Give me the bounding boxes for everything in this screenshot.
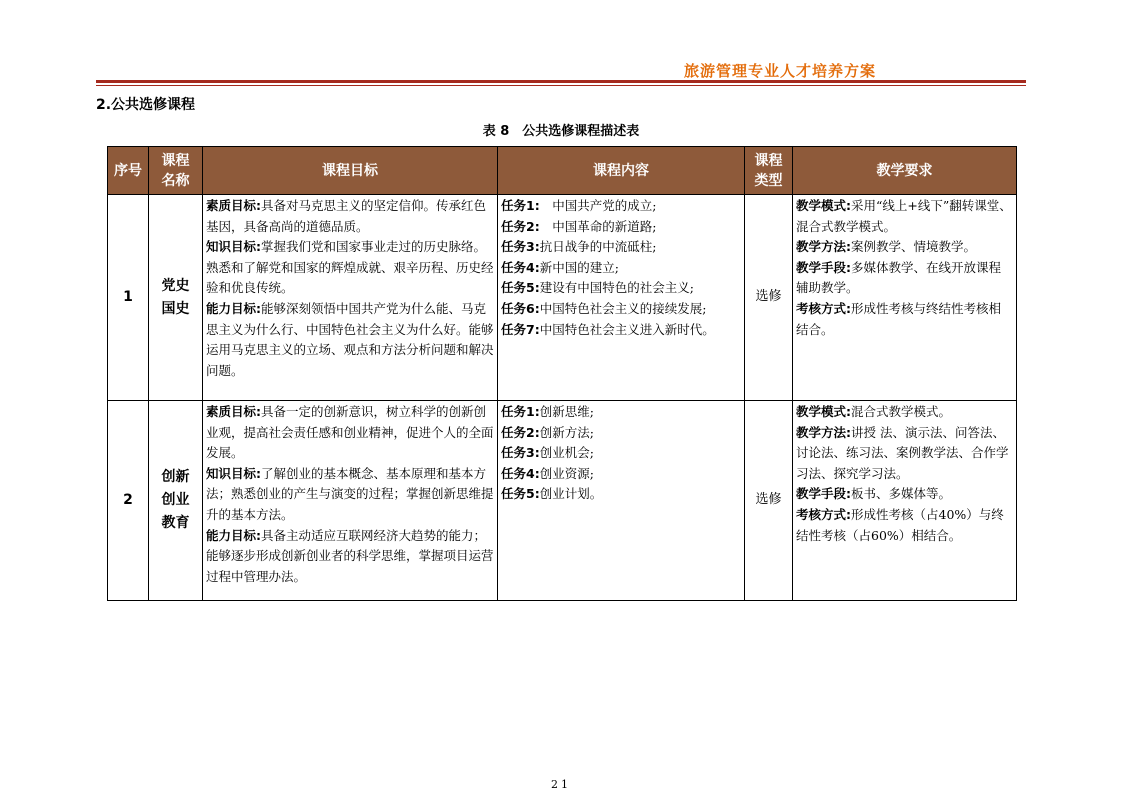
course-type: 选修 bbox=[745, 401, 793, 601]
task-item-label: 任务5: bbox=[501, 280, 540, 296]
task-item-label: 任务2: bbox=[501, 218, 540, 234]
goal-item-label: 能力目标: bbox=[206, 300, 261, 316]
task-item bbox=[501, 278, 741, 299]
requirement-item bbox=[796, 423, 1013, 485]
task-item-label: 任务4: bbox=[501, 259, 540, 275]
task-item-label: 任务4: bbox=[501, 465, 540, 481]
requirement-item-label: 教学手段: bbox=[796, 486, 851, 502]
task-item-text: 创新思维; bbox=[539, 404, 594, 419]
task-item bbox=[501, 217, 741, 238]
goal-item-text: 了解创业的基本概念、基本原理和基本方法；熟悉创业的产生与演变的过程；掌握创新思维提升的基本方法。 bbox=[206, 465, 494, 522]
header-rule-thin bbox=[96, 85, 1026, 86]
goal-item-label: 知识目标: bbox=[206, 465, 261, 481]
goal-item bbox=[206, 526, 494, 588]
requirement-item-text: 形成性考核与终结性考核相结合。 bbox=[796, 300, 1002, 337]
task-item-label: 任务1: bbox=[501, 198, 540, 213]
course-name bbox=[149, 195, 203, 401]
requirement-item-text: 案例教学、情境教学。 bbox=[851, 239, 977, 255]
course-table bbox=[107, 146, 1017, 601]
goal-item-label: 素质目标: bbox=[206, 198, 261, 213]
table-body bbox=[108, 195, 1017, 601]
col-name-header-text: 课程名称 bbox=[161, 152, 190, 189]
task-item-text: 中国革命的新道路; bbox=[539, 218, 657, 234]
task-item bbox=[501, 299, 741, 320]
task-item-text: 抗日战争的中流砥柱; bbox=[539, 239, 657, 255]
requirement-item-text: 讲授 法、演示法、问答法、讨论法、练习法、案例教学法、合作学习法、探究学习法。 bbox=[796, 424, 1009, 481]
requirement-item bbox=[796, 237, 1013, 258]
goal-item-text: 具备对马克思主义的坚定信仰。传承红色基因，具备高尚的道德品质。 bbox=[206, 198, 487, 234]
goal-item-text: 掌握我们党和国家事业走过的历史脉络。熟悉和了解党和国家的辉煌成就、艰辛历程、历史经验和优良传统。 bbox=[206, 239, 494, 296]
course-name bbox=[149, 401, 203, 601]
task-item-text: 中国特色社会主义的接续发展; bbox=[539, 300, 707, 316]
task-item-text: 新中国的建立; bbox=[539, 259, 619, 275]
goal-item-label: 素质目标: bbox=[206, 404, 261, 419]
goal-item bbox=[206, 464, 494, 526]
row-index: 2 bbox=[108, 401, 149, 601]
requirement-item-text: 混合式教学模式。 bbox=[851, 404, 952, 419]
requirement-item-text: 板书、多媒体等。 bbox=[851, 486, 952, 502]
col-goals-header: 课程目标 bbox=[203, 147, 498, 195]
col-index-header: 序号 bbox=[108, 147, 149, 195]
course-name-text: 党史国史 bbox=[161, 277, 190, 317]
task-item-label: 任务3: bbox=[501, 239, 540, 255]
task-item bbox=[501, 443, 741, 464]
col-content-header: 课程内容 bbox=[498, 147, 745, 195]
requirement-item-text: 形成性考核（占40%）与终结性考核（占60%）相结合。 bbox=[796, 506, 1004, 543]
task-item bbox=[501, 196, 741, 217]
requirement-item bbox=[796, 484, 1013, 505]
col-type-header-text: 课程类型 bbox=[754, 152, 783, 189]
requirement-item-label: 考核方式: bbox=[796, 506, 851, 522]
requirement-item bbox=[796, 196, 1013, 237]
goal-item-text: 能够深刻领悟中国共产党为什么能、马克思主义为什么行、中国特色社会主义为什么好。能够运用马克思主义的立场、观点和方法分析问题和解决问题。 bbox=[206, 300, 494, 378]
task-item bbox=[501, 258, 741, 279]
requirement-item-label: 教学方法: bbox=[796, 424, 851, 440]
requirement-item-text: 多媒体教学、在线开放课程辅助教学。 bbox=[796, 259, 1002, 296]
course-name-text: 创新创业教育 bbox=[161, 469, 190, 531]
requirement-item bbox=[796, 402, 1013, 423]
task-item-label: 任务3: bbox=[501, 445, 540, 461]
goal-item bbox=[206, 237, 494, 299]
course-goals bbox=[203, 401, 498, 601]
course-content bbox=[498, 401, 745, 601]
goal-item-text: 具备主动适应互联网经济大趋势的能力；能够逐步形成创新创业者的科学思维，掌握项目运营过程中管理办法。 bbox=[206, 527, 494, 584]
col-requirements-header: 教学要求 bbox=[793, 147, 1017, 195]
task-item bbox=[501, 402, 741, 423]
header-title: 旅游管理专业人才培养方案 bbox=[684, 62, 877, 80]
task-item-label: 任务5: bbox=[501, 486, 540, 502]
requirement-item-label: 教学模式: bbox=[796, 404, 851, 419]
goal-item-label: 能力目标: bbox=[206, 527, 261, 543]
task-item-text: 创业资源; bbox=[539, 465, 594, 481]
course-goals bbox=[203, 195, 498, 401]
task-item bbox=[501, 237, 741, 258]
task-item bbox=[501, 464, 741, 485]
requirement-item bbox=[796, 258, 1013, 299]
course-type: 选修 bbox=[745, 195, 793, 401]
header-rule bbox=[96, 80, 1026, 83]
goal-item bbox=[206, 299, 494, 381]
requirement-item-label: 教学手段: bbox=[796, 259, 851, 275]
task-item-label: 任务2: bbox=[501, 424, 540, 440]
task-item-text: 中国共产党的成立; bbox=[539, 198, 657, 213]
requirement-item bbox=[796, 505, 1013, 546]
requirement-item-label: 教学模式: bbox=[796, 198, 851, 213]
goal-item-text: 具备一定的创新意识，树立科学的创新创业观，提高社会责任感和创业精神，促进个人的全面发展。 bbox=[206, 404, 494, 461]
task-item-label: 任务1: bbox=[501, 404, 540, 419]
task-item-text: 创新方法; bbox=[539, 424, 594, 440]
page-number: 21 bbox=[551, 778, 571, 791]
task-item-text: 建设有中国特色的社会主义; bbox=[539, 280, 694, 296]
goal-item bbox=[206, 402, 494, 464]
table-row bbox=[108, 195, 1017, 401]
requirement-item-label: 教学方法: bbox=[796, 239, 851, 255]
task-item bbox=[501, 320, 741, 341]
table-header-row bbox=[108, 147, 1017, 195]
task-item-text: 创业机会; bbox=[539, 445, 594, 461]
task-item-label: 任务6: bbox=[501, 300, 540, 316]
task-item-label: 任务7: bbox=[501, 321, 540, 337]
requirement-item-text: 采用“线上+线下”翻转课堂、混合式教学模式。 bbox=[796, 198, 1012, 234]
requirement-item-label: 考核方式: bbox=[796, 300, 851, 316]
col-name-header bbox=[149, 147, 203, 195]
teaching-requirements bbox=[793, 401, 1017, 601]
task-item bbox=[501, 484, 741, 505]
task-item bbox=[501, 423, 741, 444]
task-item-text: 中国特色社会主义进入新时代。 bbox=[539, 321, 715, 337]
section-heading: 2.公共选修课程 bbox=[96, 97, 196, 113]
teaching-requirements bbox=[793, 195, 1017, 401]
requirement-item bbox=[796, 299, 1013, 340]
col-type-header bbox=[745, 147, 793, 195]
goal-item-label: 知识目标: bbox=[206, 239, 261, 255]
row-index: 1 bbox=[108, 195, 149, 401]
goal-item bbox=[206, 196, 494, 237]
table-row bbox=[108, 401, 1017, 601]
table-caption: 表 8 公共选修课程描述表 bbox=[482, 124, 640, 139]
course-content bbox=[498, 195, 745, 401]
task-item-text: 创业计划。 bbox=[539, 486, 603, 502]
